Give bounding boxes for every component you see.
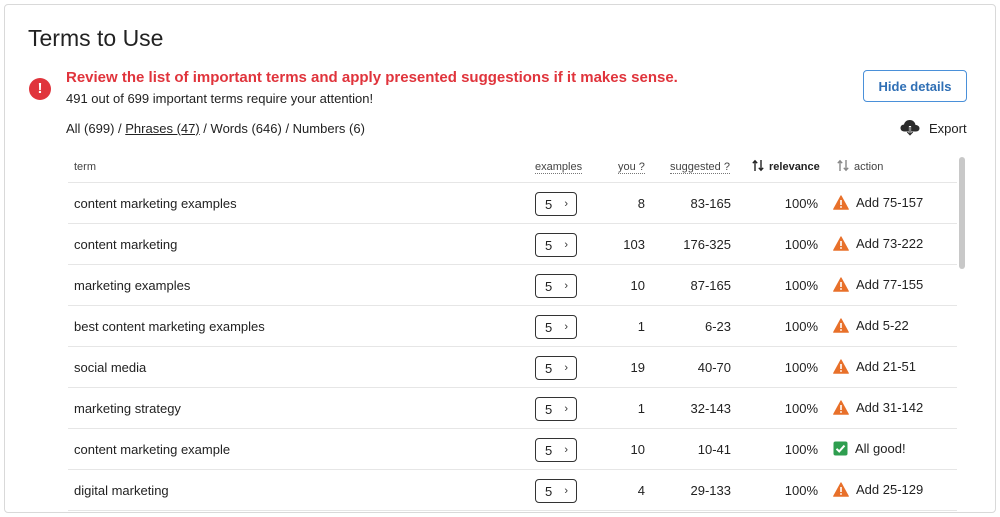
term-cell: content marketing example [74, 442, 231, 457]
action-label: Add 75-157 [856, 195, 924, 210]
examples-count: 5 [545, 401, 553, 417]
you-cell: 103 [623, 237, 645, 252]
action-cell [833, 195, 923, 210]
filter-separator: / [199, 121, 211, 136]
header-suggested[interactable]: suggested ? [670, 161, 730, 173]
examples-count: 5 [545, 360, 553, 376]
action-label: Add 73-222 [856, 236, 924, 251]
table-header [68, 150, 957, 183]
table-row [68, 224, 957, 265]
examples-button[interactable] [535, 356, 577, 380]
you-cell: 1 [637, 401, 645, 416]
header-relevance[interactable] [752, 159, 820, 175]
warning-triangle-icon [833, 318, 849, 333]
action-label: Add 77-155 [856, 277, 924, 292]
term-cell: best content marketing examples [74, 319, 265, 334]
examples-cell [535, 356, 577, 380]
examples-count: 5 [545, 278, 553, 294]
suggested-cell: 32-143 [690, 401, 731, 416]
suggested-cell: 29-133 [690, 483, 731, 498]
examples-count: 5 [545, 319, 553, 335]
examples-button[interactable] [535, 233, 577, 257]
alert-title: Review the list of important terms and apply presented suggestions if it makes sense. [66, 69, 678, 86]
you-cell: 10 [630, 278, 645, 293]
term-cell: digital marketing [74, 483, 169, 498]
table-row [68, 306, 957, 347]
examples-count: 5 [545, 196, 553, 212]
warning-triangle-icon [833, 277, 849, 292]
relevance-cell: 100% [784, 196, 818, 211]
examples-cell [535, 438, 577, 462]
term-cell: content marketing examples [74, 196, 237, 211]
action-label: All good! [855, 441, 906, 456]
you-cell: 1 [637, 319, 645, 334]
examples-button[interactable] [535, 479, 577, 503]
table-row [68, 429, 957, 470]
suggested-cell: 176-325 [683, 237, 731, 252]
examples-button[interactable] [535, 274, 577, 298]
table-row [68, 183, 957, 224]
examples-cell [535, 315, 577, 339]
alert-subtitle: 491 out of 699 important terms require your attention! [66, 91, 374, 106]
action-label: Add 5-22 [856, 318, 909, 333]
action-cell [833, 359, 916, 374]
suggested-cell: 40-70 [697, 360, 731, 375]
exclamation-circle-icon: ! [29, 78, 51, 100]
chevron-right-icon: › [564, 403, 568, 415]
table-scrollbar-thumb[interactable] [959, 157, 965, 269]
chevron-right-icon: › [564, 362, 568, 374]
suggested-cell: 87-165 [690, 278, 731, 293]
you-cell: 10 [630, 442, 645, 457]
table-row [68, 265, 957, 306]
examples-cell [535, 397, 577, 421]
header-action[interactable] [837, 159, 883, 175]
action-cell [833, 277, 923, 292]
chevron-right-icon: › [564, 444, 568, 456]
suggested-cell: 83-165 [690, 196, 731, 211]
action-cell [833, 441, 906, 456]
warning-triangle-icon [833, 482, 849, 497]
action-label: Add 31-142 [856, 400, 924, 415]
examples-count: 5 [545, 237, 553, 253]
export-button[interactable] [899, 118, 967, 138]
chevron-right-icon: › [564, 280, 568, 292]
chevron-right-icon: › [564, 485, 568, 497]
warning-triangle-icon [833, 195, 849, 210]
chevron-right-icon: › [564, 239, 568, 251]
examples-cell [535, 479, 577, 503]
you-cell: 8 [637, 196, 645, 211]
action-cell [833, 318, 909, 333]
chevron-right-icon: › [564, 321, 568, 333]
relevance-cell: 100% [784, 278, 818, 293]
warning-triangle-icon [833, 359, 849, 374]
export-label: Export [929, 120, 967, 136]
filter-words[interactable]: Words (646) [210, 121, 282, 136]
term-cell: content marketing [74, 237, 178, 252]
filter-separator: / [114, 121, 126, 136]
term-filters [66, 121, 365, 136]
warning-triangle-icon [833, 400, 849, 415]
suggested-cell: 10-41 [697, 442, 731, 457]
relevance-cell: 100% [784, 360, 818, 375]
examples-button[interactable] [535, 192, 577, 216]
warning-triangle-icon [833, 236, 849, 251]
examples-cell [535, 192, 577, 216]
table-body [68, 183, 957, 511]
suggested-cell: 6-23 [704, 319, 731, 334]
panel-title: Terms to Use [28, 25, 164, 51]
relevance-cell: 100% [784, 442, 818, 457]
examples-cell [535, 233, 577, 257]
sort-arrows-icon [837, 159, 849, 175]
table-row [68, 347, 957, 388]
filter-phrases[interactable]: Phrases (47) [125, 121, 200, 136]
header-action-label: action [854, 161, 884, 173]
examples-button[interactable] [535, 397, 577, 421]
relevance-cell: 100% [784, 401, 818, 416]
examples-button[interactable] [535, 315, 577, 339]
check-box-icon [833, 441, 848, 456]
action-label: Add 25-129 [856, 482, 924, 497]
examples-count: 5 [545, 442, 553, 458]
examples-count: 5 [545, 483, 553, 499]
filter-all[interactable]: All (699) [66, 121, 115, 136]
action-cell [833, 482, 923, 497]
action-cell [833, 236, 923, 251]
header-you[interactable]: you ? [618, 161, 645, 173]
term-cell: marketing examples [74, 278, 191, 293]
filter-numbers[interactable]: Numbers (6) [292, 121, 365, 136]
term-cell: social media [74, 360, 147, 375]
relevance-cell: 100% [784, 237, 818, 252]
chevron-right-icon: › [564, 198, 568, 210]
relevance-cell: 100% [784, 319, 818, 334]
relevance-cell: 100% [784, 483, 818, 498]
table-row [68, 470, 957, 511]
you-cell: 19 [630, 360, 645, 375]
terms-table [68, 150, 957, 513]
header-relevance-label: relevance [769, 161, 820, 173]
hide-details-button[interactable]: Hide details [863, 70, 967, 102]
sort-arrows-icon [752, 159, 764, 175]
term-cell: marketing strategy [74, 401, 181, 416]
examples-button[interactable] [535, 438, 577, 462]
table-row [68, 388, 957, 429]
examples-cell [535, 274, 577, 298]
terms-to-use-panel [4, 4, 996, 513]
action-cell [833, 400, 923, 415]
header-examples[interactable]: examples [535, 161, 583, 173]
cloud-download-icon [899, 118, 921, 138]
header-term: term [74, 161, 96, 173]
filter-separator: / [281, 121, 293, 136]
action-label: Add 21-51 [856, 359, 916, 374]
you-cell: 4 [637, 483, 645, 498]
